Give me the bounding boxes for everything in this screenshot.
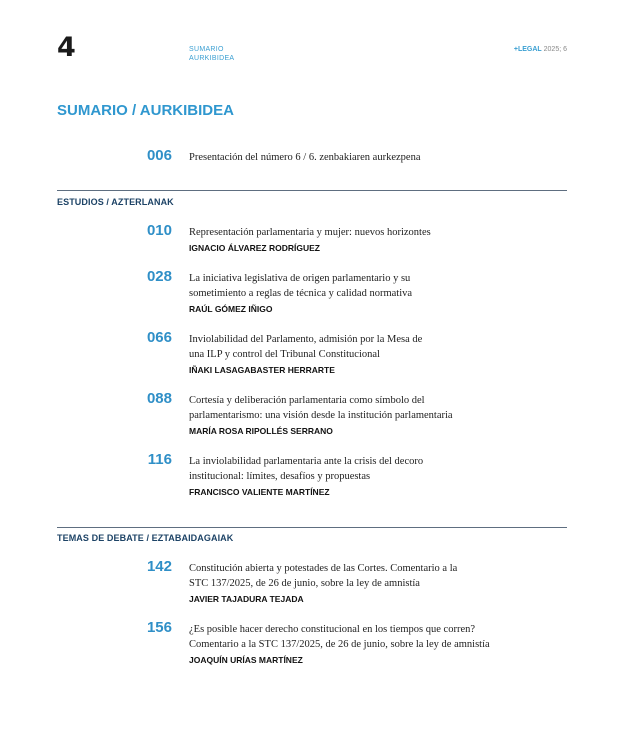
journal-brand: +LEGAL: [513, 46, 542, 53]
toc-entry-title-line: sometimiento a reglas de técnica y calidad normativa: [189, 288, 413, 299]
toc-page-number: 142: [146, 558, 172, 575]
toc-entry-author: RAÚL GÓMEZ IÑIGO: [189, 304, 273, 314]
toc-page-number: 116: [147, 451, 172, 468]
running-header-section: [189, 45, 234, 63]
toc-entry-title-line: institucional: límites, desafíos y propuestas: [189, 471, 371, 482]
toc-entry-title-line: Constitución abierta y potestades de las Cortes. Comentario a la: [189, 563, 458, 574]
toc-page-number: 006: [146, 147, 172, 164]
toc-entry-author: MARÍA ROSA RIPOLLÉS SERRANO: [189, 426, 333, 436]
toc-entry-title-line: Cortesía y deliberación parlamentaria como símbolo del: [189, 395, 425, 406]
running-header-journal: [514, 46, 567, 53]
running-header-line-1: SUMARIO: [189, 46, 224, 53]
toc-entry-title: Presentación del número 6 / 6. zenbakiaren aurkezpena: [189, 152, 421, 163]
toc-entry-title-line: Representación parlamentaria y mujer: nuevos horizontes: [189, 227, 431, 238]
toc-entry-title-line: una ILP y control del Tribunal Constitucional: [189, 349, 380, 360]
section-divider: [57, 190, 567, 191]
toc-page-number: 088: [146, 390, 172, 407]
toc-page-number: 010: [146, 222, 172, 239]
toc-entry-author: IÑAKI LASAGABASTER HERRARTE: [189, 365, 335, 375]
toc-entry-author: JOAQUÍN URÍAS MARTÍNEZ: [189, 655, 303, 665]
section-heading-temas-de-debate: TEMAS DE DEBATE / EZTABAIDAGAIAK: [57, 533, 234, 543]
toc-entry-title-line: parlamentarismo: una visión desde la institución parlamentaria: [189, 410, 453, 421]
toc-entry-title-line: Inviolabilidad del Parlamento, admisión por la Mesa de: [189, 334, 423, 345]
toc-entry-author: FRANCISCO VALIENTE MARTÍNEZ: [189, 487, 330, 497]
toc-entry-author: JAVIER TAJADURA TEJADA: [189, 594, 304, 604]
toc-entry-title-line: La inviolabilidad parlamentaria ante la crisis del decoro: [189, 456, 424, 467]
section-divider: [57, 527, 567, 528]
toc-page-number: 028: [146, 268, 172, 285]
toc-entry-title-line: Comentario a la STC 137/2025, de 26 de junio, sobre la ley de amnistía: [189, 639, 490, 650]
toc-entry-title-line: La iniciativa legislativa de origen parlamentario y su: [189, 273, 411, 284]
section-heading-estudios: ESTUDIOS / AZTERLANAK: [57, 197, 174, 207]
running-header-line-2: AURKIBIDEA: [189, 55, 235, 62]
journal-issue: 2025; 6: [543, 46, 567, 53]
toc-page-number: 156: [146, 619, 172, 636]
toc-entry-title-line: ¿Es posible hacer derecho constitucional en los tiempos que corren?: [189, 624, 476, 635]
page-number: 4: [57, 32, 76, 63]
toc-page-number: 066: [146, 329, 172, 346]
toc-entry-title-line: STC 137/2025, de 26 de junio, sobre la ley de amnistía: [189, 578, 420, 589]
toc-entry-author: IGNACIO ÁLVAREZ RODRÍGUEZ: [189, 243, 320, 253]
page-title: SUMARIO / AURKIBIDEA: [57, 102, 234, 119]
